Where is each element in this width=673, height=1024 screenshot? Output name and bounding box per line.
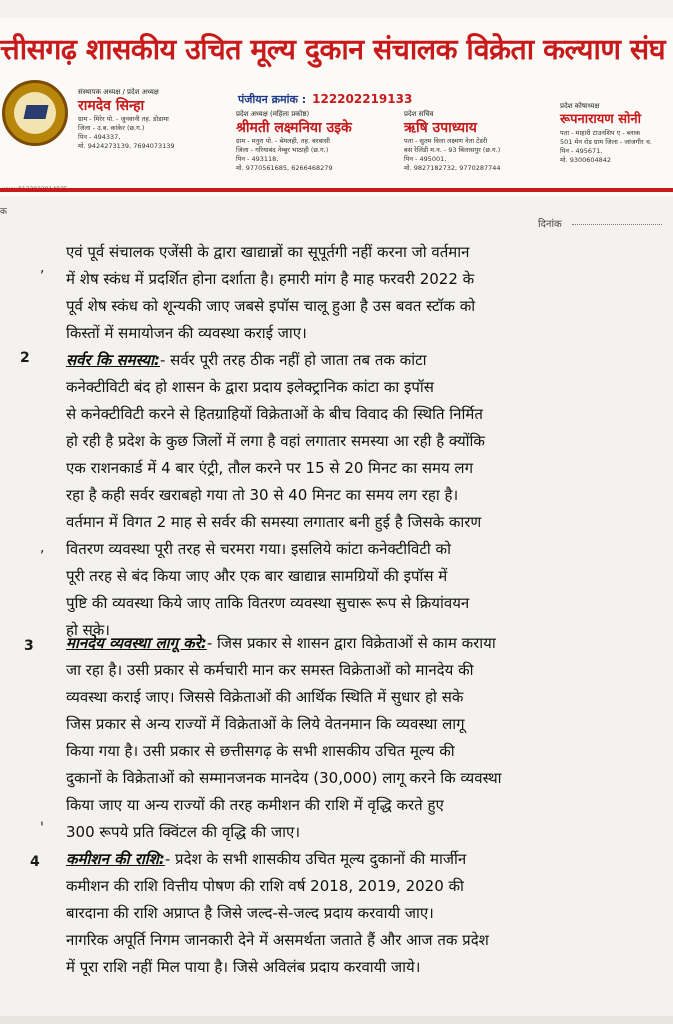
member-role: प्रदेश सचिव [404,110,434,118]
body-line: नागरिक अपूर्ति निगम जानकारी देने में असमर्थता जताते हैं और आज तक प्रदेश [66,931,489,949]
margin-mark: , [40,540,45,556]
member-name: रूपनारायण सोनी [560,112,641,127]
body-line: पूर्व शेष स्कंध को शून्यकी जाए जबसे इपॉस चालू हुआ है उस बवत स्टॉक को [66,297,476,315]
member-role: प्रदेश कोषाध्यक्ष [560,102,600,110]
letterhead-divider [0,188,673,192]
member-phone: मो. 9424273139, 7694073139 [78,142,175,150]
member-president [78,88,175,151]
member-role: संस्थापक अध्यक्ष / प्रदेश अध्यक्ष [78,88,159,96]
body-line: एक राशनकार्ड में 4 बार एंट्री, तौल करने पर 15 से 20 मिनट का समय लग [66,459,474,477]
letterhead [0,18,673,196]
reference-label: क [0,207,7,217]
registration-number: 122202219133 [312,92,413,106]
point-heading: मानदेय व्यवस्था लागू करे: [66,634,207,652]
member-phone: मो. 9827182732, 9770287744 [404,164,501,172]
member-address: ग्राम - मनुरा पो. - बेमलही, तह. बरबासी [236,137,330,145]
member-pin: पिन - 495001, [404,155,447,163]
member-address: ग्राम - मिरेर पो. - जुनवानी तह. डोडामा [78,115,169,123]
point-heading: कमीशन की राशि: [66,850,165,868]
point-number: 2 [20,350,30,366]
body-line: 300 रूपये प्रति क्विंटल की वृद्धि की जाए। [66,823,300,841]
body-line: कनेक्टीविटी बंद हो शासन के द्वारा प्रदाय इलेक्ट्रानिक कांटा का इपॉस [66,378,434,396]
member-phone: मो. 9300604842 [560,156,612,164]
member-name: श्रीमती लक्ष्मनिया उइके [236,120,352,136]
bottom-edge [0,1016,673,1024]
body-line: हो सके। [66,621,110,639]
book-icon [24,105,49,119]
member-secretary [404,110,501,173]
member-address: पता - माहारी टाउनशिप ए - ब्लाक [560,129,641,137]
point-number: 4 [30,854,40,870]
margin-mark: ' [40,820,44,836]
body-line: रहा है कही सर्वर खराबहो गया तो 30 से 40 मिनट का समय लग रहा है। [66,486,459,504]
organization-title: त्तीसगढ़ शासकीय उचित मूल्य दुकान संचालक विक्रेता कल्याण संघ [0,33,666,66]
body-line: कमीशन की राशि वित्तीय पोषण की राशि वर्ष 2018, 2019, 2020 की [66,877,464,895]
point-first-line [66,350,427,370]
registration-label: पंजीयन क्रमांक : [238,93,307,106]
member-women-president [236,110,352,173]
body-line: में शेष स्कंध में प्रदर्शित होना दर्शाता है। हमारी मांग है माह फरवरी 2022 के [66,270,475,288]
member-name: ऋषि उपाध्याय [404,120,477,136]
body-line: एवं पूर्व संचालक एजेंसी के द्वारा खाद्यान्नों का सूपूर्तगी नहीं करना जो वर्तमान [66,243,470,261]
member-name: रामदेव सिन्हा [78,98,145,114]
point-first-line [66,633,496,653]
body-line: वितरण व्यवस्था पूरी तरह से चरमरा गया। इसलिये कांटा कनेक्टीविटी को [66,540,451,558]
date-blank [572,224,662,225]
body-line: किया गया है। उसी प्रकार से छत्तीसगढ़ के सभी शासकीय उचित मूल्य की [66,742,455,760]
body-line: में पूरा राशि नहीं मिल पाया है। जिसे अविलंब प्रदाय करवायी जाये। [66,958,421,976]
registration [238,92,412,107]
body-line: जा रहा है। उसी प्रकार से कर्मचारी मान कर समस्त विक्रेताओं को मानदेय की [66,661,474,679]
point-first-line [66,849,466,869]
member-address: जिला - उ.ब. कांकेर (छ.ग.) [78,124,145,132]
point-heading: सर्वर कि समस्या: [66,351,160,369]
body-line: दुकानों के विक्रेताओं को सम्मानजनक मानदेय (30,000) लागू करने कि व्यवस्था [66,769,502,787]
body-line: वर्तमान में विगत 2 माह से सर्वर की समस्या लगातार बनी हुई है जिसके कारण [66,513,482,531]
body-line: व्यवस्था कराई जाए। जिससे विक्रेताओं की आर्थिक स्थिति में सुधार हो सके [66,688,464,706]
body-line: पूरी तरह से बंद किया जाए और एक बार खाद्यान्न सामग्रियों की इपॉस में [66,567,448,585]
body-line: जिस प्रकार से अन्य राज्यों में विक्रेताओं के लिये वेतनमान कि व्यवस्था लागू [66,715,465,733]
member-address: पता - सुतम विला लक्ष्मण नेता टेंडरी [404,137,488,145]
member-address: 501 मेन रोड ग्राम जिला - जांजगीर च. [560,138,652,146]
margin-mark: , [40,260,45,276]
point-text: - सर्वर पूरी तरह ठीक नहीं हो जाता तब तक कांटा [160,351,427,369]
body-line: किस्तों में समायोजन की व्यवस्था कराई जाए। [66,324,307,342]
point-number: 3 [24,638,34,654]
member-phone: मो. 9770561685, 6266468279 [236,164,333,172]
body-line: किया जाए या अन्य राज्यों की तरह कमीशन की राशि में वृद्धि करते हुए [66,796,444,814]
point-text: - प्रदेश के सभी शासकीय उचित मूल्य दुकानों की मार्जीन [164,850,467,868]
body-line: हो रही है प्रदेश के कुछ जिलों में लगा है वहां लगातार समस्या आ रही है क्योंकि [66,432,485,450]
member-pin: पिन - 493118, [236,155,279,163]
organization-logo [2,80,68,146]
member-pin: पिन - 494337, [78,133,121,141]
body-line: बारदाना की राशि अप्राप्त है जिसे जल्द-से-जल्द प्रदाय करवायी जाए। [66,904,434,922]
member-treasurer [560,102,652,165]
member-pin: पिन - 495671, [560,147,603,155]
body-line: पुष्टि की व्यवस्था किये जाए ताकि वितरण व्यवस्था सुचारू रूप से क्रियांवयन [66,594,470,612]
date-label: दिनांक [538,219,562,230]
reference-date-line [0,196,673,230]
member-address: जिला - गरियाबंद नेम्बुर भाठाही (छ.ग.) [236,146,329,154]
point-text: - जिस प्रकार से शासन द्वारा विक्रेताओं से काम कराया [206,634,496,652]
body-line: से कनेक्टीविटी करने से हितग्राहियों विक्रेताओं के बीच विवाद की स्थिति निर्मित [66,405,483,423]
member-address: बस रेलिंडी म.न. - 93 बिलासपुर (छ.ग.) [404,146,501,154]
member-role: प्रदेश अध्यक्ष (महिला प्रकोष्ठ) [236,110,310,118]
